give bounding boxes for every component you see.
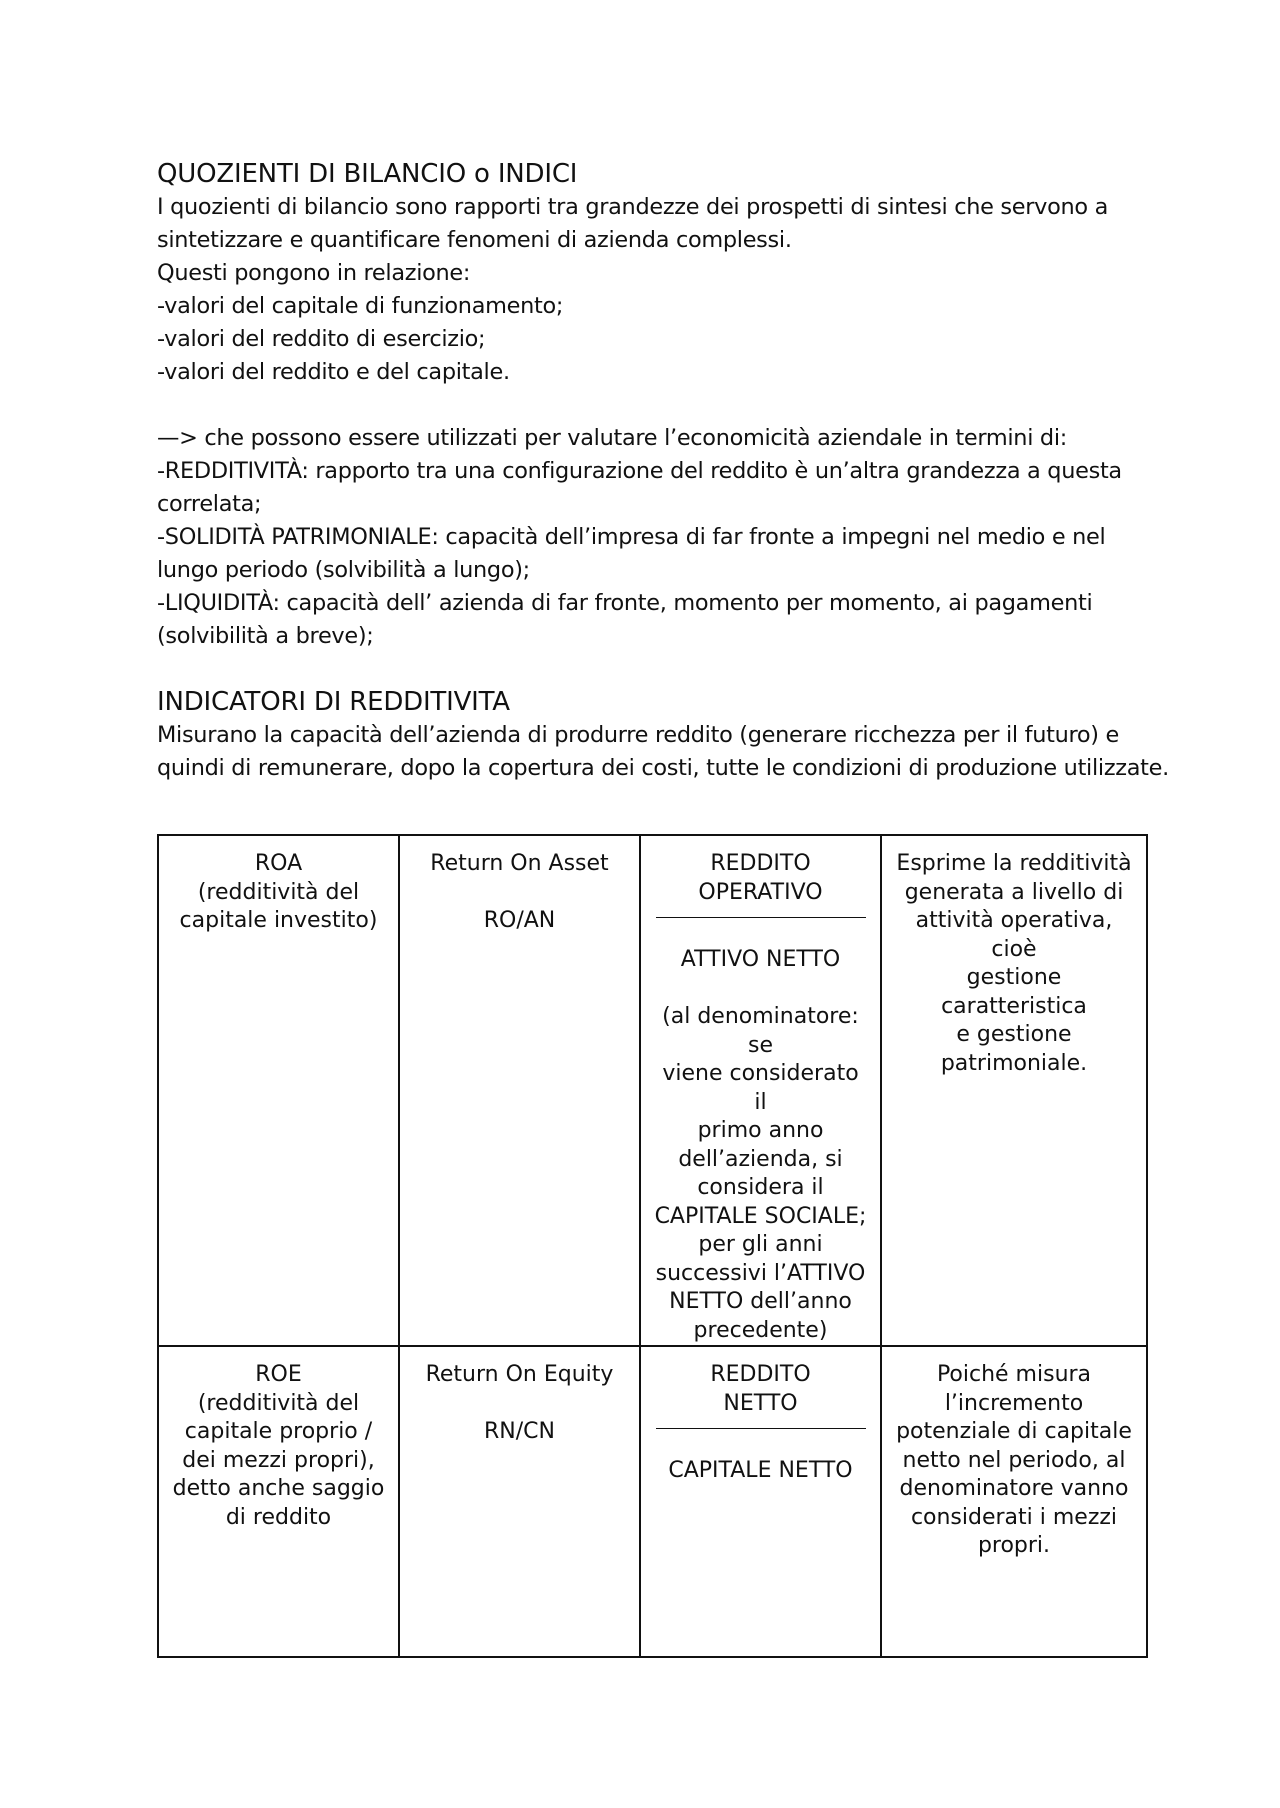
fraction-note: dell’azienda, si bbox=[678, 1146, 843, 1172]
description-line: potenziale di capitale bbox=[896, 1419, 1132, 1444]
fraction-note: (al denominatore: se bbox=[662, 1004, 859, 1058]
fraction-note: primo anno bbox=[697, 1118, 824, 1143]
list-item: -REDDITIVITÀ: rapporto tra una configurazione del reddito è un’altra grandezza a questa bbox=[157, 458, 1122, 484]
list-item: -valori del capitale di funzionamento; bbox=[157, 293, 564, 319]
fraction-note: NETTO dell’anno bbox=[669, 1289, 852, 1314]
description-line: considerati i mezzi bbox=[910, 1504, 1118, 1530]
indicator-name-cell bbox=[158, 835, 399, 1346]
section-body-quozienti bbox=[157, 191, 1147, 653]
indicator-desc: di reddito bbox=[225, 1504, 332, 1530]
fraction-note: precedente) bbox=[693, 1317, 828, 1343]
indicator-label: Return On Equity bbox=[425, 1362, 614, 1387]
description-line: attività operativa, cioè bbox=[915, 908, 1113, 962]
fraction-note: CAPITALE SOCIALE; bbox=[654, 1203, 867, 1229]
list-item-continuation: lungo periodo (solvibilità a lungo); bbox=[157, 557, 530, 583]
description-line: propri. bbox=[977, 1533, 1051, 1558]
description-line: Poiché misura bbox=[936, 1362, 1092, 1387]
indicator-desc: (redditività del bbox=[197, 1390, 360, 1416]
description-line: patrimoniale. bbox=[940, 1050, 1088, 1076]
fraction-denominator: ATTIVO NETTO bbox=[680, 947, 841, 972]
ratios-table bbox=[157, 834, 1148, 1658]
indicator-fraction-cell bbox=[640, 835, 881, 1346]
paragraph-line: quindi di remunerare, dopo la copertura dei costi, tutte le condizioni di produzione utilizzate. bbox=[157, 755, 1169, 781]
indicator-label: Return On Asset bbox=[430, 851, 609, 876]
indicator-fraction-cell bbox=[640, 1346, 881, 1657]
section-title-indicatori: INDICATORI DI REDDITIVITA bbox=[157, 687, 510, 717]
list-item: -LIQUIDITÀ: capacità dell’ azienda di far fronte, momento per momento, ai pagamenti bbox=[157, 590, 1093, 616]
fraction-numerator: REDDITO bbox=[710, 1362, 811, 1387]
list-item: -valori del reddito di esercizio; bbox=[157, 326, 486, 352]
indicator-description-cell bbox=[881, 835, 1147, 1346]
list-item: -valori del reddito e del capitale. bbox=[157, 359, 510, 385]
fraction-note: considera il bbox=[697, 1175, 824, 1200]
fraction-numerator: OPERATIVO bbox=[698, 879, 823, 905]
paragraph-line: I quozienti di bilancio sono rapporti tra grandezze dei prospetti di sintesi che servono a bbox=[157, 194, 1109, 220]
description-line: l’incremento bbox=[944, 1390, 1084, 1416]
blank-line bbox=[157, 389, 1147, 422]
fraction-note: successivi l’ATTIVO bbox=[655, 1260, 866, 1286]
indicator-label-cell bbox=[399, 835, 640, 1346]
indicator-formula: RN/CN bbox=[484, 1419, 555, 1444]
paragraph-line: Misurano la capacità dell’azienda di produrre reddito (generare ricchezza per il futuro) e bbox=[157, 722, 1120, 748]
indicator-name: ROE bbox=[255, 1362, 302, 1387]
fraction-numerator: REDDITO bbox=[710, 851, 811, 876]
table-row-roe bbox=[158, 1346, 1147, 1657]
table-row-roa bbox=[158, 835, 1147, 1346]
fraction-bar bbox=[656, 1428, 866, 1429]
indicator-formula: RO/AN bbox=[483, 908, 556, 933]
indicator-name: ROA bbox=[254, 851, 303, 876]
fraction-numerator: NETTO bbox=[723, 1390, 798, 1416]
indicator-desc: capitale investito) bbox=[179, 908, 378, 933]
description-line: e gestione bbox=[956, 1022, 1072, 1047]
paragraph-line: sintetizzare e quantificare fenomeni di azienda complessi. bbox=[157, 227, 792, 253]
list-item-continuation: (solvibilità a breve); bbox=[157, 623, 374, 649]
fraction-note: per gli anni bbox=[698, 1232, 823, 1257]
document-page bbox=[157, 158, 1169, 785]
paragraph-line: Questi pongono in relazione: bbox=[157, 260, 471, 286]
indicator-label-cell bbox=[399, 1346, 640, 1657]
indicator-name-cell bbox=[158, 1346, 399, 1657]
description-line: denominatore vanno bbox=[899, 1476, 1129, 1501]
indicator-description-cell bbox=[881, 1346, 1147, 1657]
description-line: gestione caratteristica bbox=[941, 965, 1087, 1019]
fraction-bar bbox=[656, 917, 866, 918]
section-title-quozienti: QUOZIENTI DI BILANCIO o INDICI bbox=[157, 159, 578, 189]
list-item: -SOLIDITÀ PATRIMONIALE: capacità dell’impresa di far fronte a impegni nel medio e nel bbox=[157, 524, 1106, 550]
paragraph-line: —> che possono essere utilizzati per valutare l’economicità aziendale in termini di: bbox=[157, 425, 1068, 451]
list-item-continuation: correlata; bbox=[157, 491, 262, 517]
fraction-denominator: CAPITALE NETTO bbox=[668, 1458, 853, 1483]
indicator-desc: (redditività del bbox=[197, 879, 360, 905]
indicator-desc: detto anche saggio bbox=[172, 1476, 385, 1501]
description-line: netto nel periodo, al bbox=[902, 1447, 1126, 1473]
description-line: Esprime la redditività bbox=[896, 851, 1132, 876]
indicator-desc: dei mezzi propri), bbox=[182, 1447, 375, 1473]
fraction-note: viene considerato il bbox=[662, 1061, 859, 1115]
description-line: generata a livello di bbox=[904, 879, 1124, 905]
indicator-desc: capitale proprio / bbox=[184, 1419, 373, 1444]
